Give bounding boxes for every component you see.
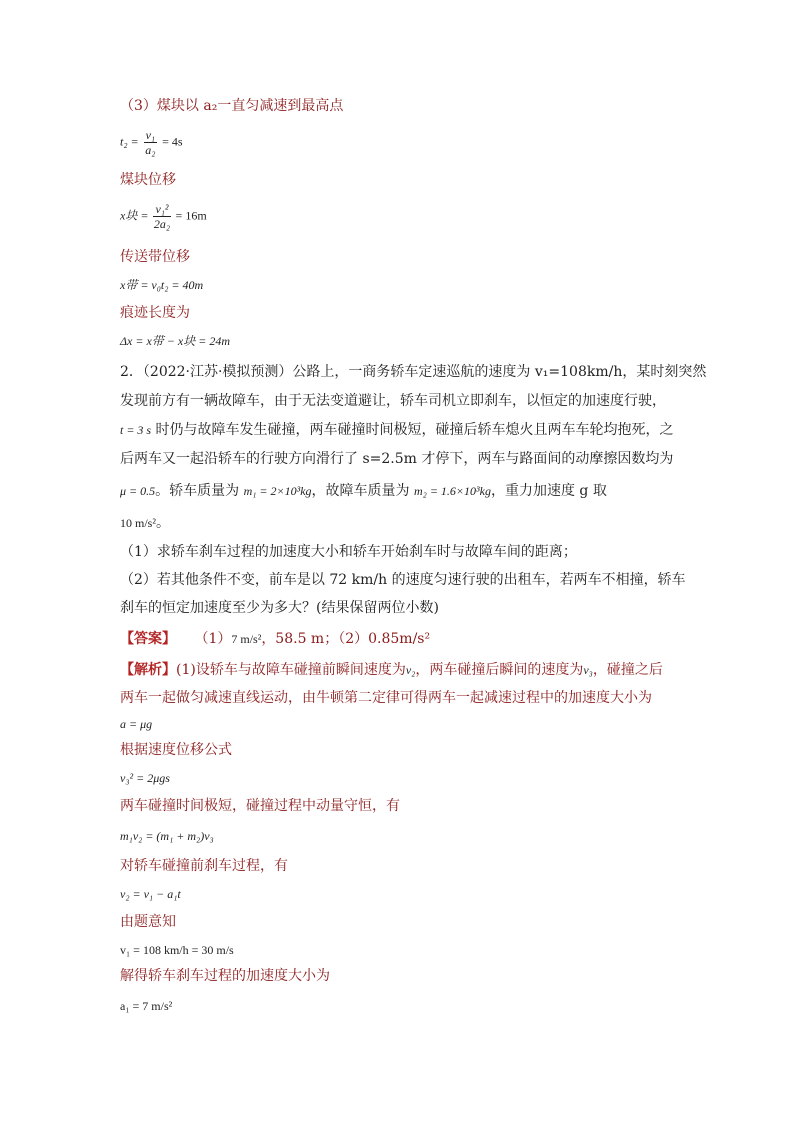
analysis-line4: 两车碰撞时间极短，碰撞过程中动量守恒，有	[120, 798, 400, 814]
eq-t2-fraction	[144, 128, 158, 157]
analysis-line5: 对轿车碰撞前刹车过程，有	[120, 858, 288, 874]
analysis-line1	[120, 660, 663, 680]
analysis-l1a: (1)设轿车与故障车碰撞前瞬间速度为	[176, 662, 406, 678]
answer-tag: 【答案】	[120, 631, 176, 647]
equation-trace: Δx = x带 − x块 = 24m	[120, 334, 230, 348]
analysis-l1c: ，碰撞之后	[592, 662, 663, 678]
equation-v1-value: v₁ = 108 km/h = 30 m/s	[120, 943, 234, 957]
problem2-line3-text: 时仍与故障车发生碰撞，两车碰撞时间极短，碰撞后轿车熄火且两车车轮均抱死，之	[151, 422, 674, 438]
equation-a-mu-g: a = μg	[120, 717, 153, 731]
problem2-line2: 发现前方有一辆故障车，由于无法变道避让，轿车司机立即刹车，以恒定的加速度行驶，	[120, 393, 666, 409]
eq-t2-lhs: t₂ =	[120, 134, 139, 149]
answer-value-1: 7 m/s²	[231, 632, 262, 646]
analysis-line2: 两车一起做匀减速直线运动，由牛顿第二定律可得两车一起减速过程中的加速度大小为	[120, 690, 652, 706]
analysis-l1b: ，两车碰撞后瞬间的速度为	[415, 662, 584, 678]
eq-xblock-lhs: x块 =	[120, 208, 149, 223]
equation-v2: v₂ = v₁ − a₁t	[120, 887, 181, 901]
equation-t2	[120, 128, 183, 157]
eq-xblock-den: 2a₂	[153, 217, 171, 231]
equation-v3-squared: v₃² = 2μgs	[120, 771, 170, 785]
analysis-line3: 根据速度位移公式	[120, 742, 232, 758]
analysis-line6: 由题意知	[120, 914, 176, 930]
answer-value-2: ，58.5 m；（2）0.85m/s²	[261, 631, 431, 647]
problem2-line5-a: 。轿车质量为	[155, 483, 240, 499]
eq-xblock-fraction	[153, 202, 170, 231]
label-belt-displacement: 传送带位移	[120, 249, 190, 265]
problem2-line5-b: ，故障车质量为	[311, 483, 410, 499]
label-block-displacement: 煤块位移	[120, 172, 176, 188]
g-value-math: 10 m/s²	[120, 516, 156, 530]
eq-t2-rhs: = 4s	[162, 134, 183, 149]
equation-x-block	[120, 202, 207, 231]
problem2-line1: 2．（2022·江苏·模拟预测）公路上，一商务轿车定速巡航的速度为 v₁=108km/h，某时刻突然	[120, 364, 707, 380]
question-2-line2: 刹车的恒定加速度至少为多大？(结果保留两位小数)	[120, 600, 439, 616]
question-1: （1）求轿车刹车过程的加速度大小和轿车开始刹车时与故障车间的距离；	[120, 544, 577, 560]
m2-math: m₂ = 1.6×10³kg	[414, 484, 491, 498]
problem2-line5	[120, 481, 607, 501]
analysis-tag: 【解析】	[120, 662, 176, 678]
label-trace-length: 痕迹长度为	[120, 305, 190, 321]
eq-xblock-num: v₁²	[155, 202, 169, 216]
time-t-math: t = 3 s	[120, 423, 152, 437]
question-2-line1: （2）若其他条件不变，前车是以 72 km/h 的速度匀速行驶的出租车，若两车不相撞，轿车	[120, 572, 686, 588]
v2-symbol: v₂	[405, 663, 416, 677]
answer-line	[120, 629, 430, 649]
part3-heading: （3）煤块以 a₂一直匀减速到最高点	[120, 98, 344, 114]
problem2-line6	[120, 513, 170, 533]
problem2-line6-end: 。	[155, 515, 170, 531]
eq-t2-den: a₂	[145, 143, 156, 157]
equation-momentum: m₁v₂ = (m₁ + m₂)v₃	[120, 829, 214, 843]
v3-symbol: v₃	[583, 663, 593, 677]
problem2-line3	[120, 420, 674, 440]
m1-math: m₁ = 2×10³kg	[243, 484, 312, 498]
equation-x-belt: x带 = v₀t₂ = 40m	[120, 278, 204, 292]
problem2-line4: 后两车又一起沿轿车的行驶方向滑行了 s=2.5m 才停下，两车与路面间的动摩擦因数均为	[120, 451, 674, 467]
analysis-line7: 解得轿车刹车过程的加速度大小为	[120, 968, 330, 984]
answer-part1-label: （1）	[194, 631, 232, 647]
mu-math: μ = 0.5	[120, 484, 156, 498]
problem2-line5-c: ，重力加速度 g 取	[490, 483, 607, 499]
equation-a1-value: a₁ = 7 m/s²	[120, 999, 173, 1013]
eq-xblock-rhs: = 16m	[175, 208, 207, 223]
eq-t2-num: v₁	[145, 128, 156, 142]
